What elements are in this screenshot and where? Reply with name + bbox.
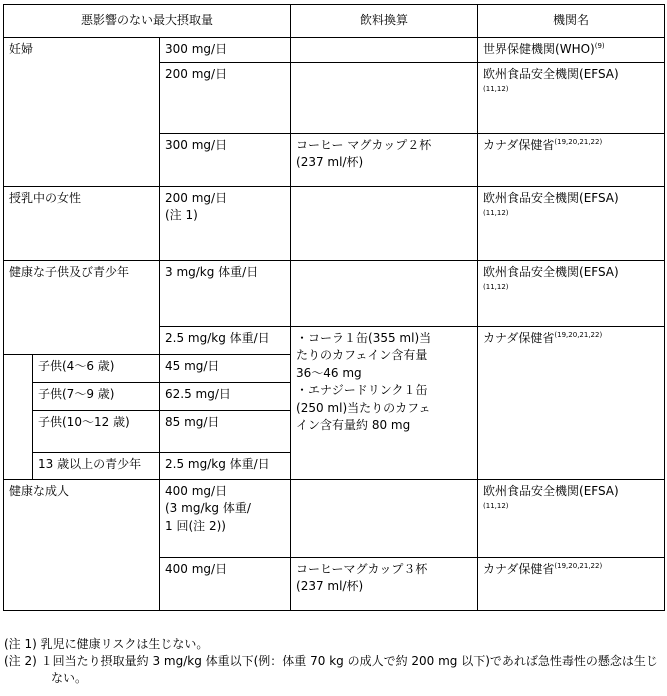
- amount-cell: 200 mg/日: [160, 63, 291, 134]
- agency-cell: [478, 38, 665, 63]
- agency-name: 欧州食品安全機関(EFSA): [483, 67, 619, 81]
- agency-cell: [478, 480, 665, 558]
- amount-text: 1 回(注 2)): [165, 518, 226, 533]
- agency-cell: [478, 327, 665, 480]
- drink-text: コーヒー マグカップ２杯: [296, 138, 432, 152]
- reference-superscript: (11,12): [483, 85, 509, 94]
- agency-name: カナダ保健省: [483, 138, 555, 152]
- subgroup-label: 子供(10～12 歳): [33, 411, 160, 453]
- drink-text: (250 ml)当たりのカフェ: [296, 400, 431, 415]
- caffeine-intake-table: [3, 4, 665, 611]
- header-agency: 機関名: [478, 5, 665, 38]
- drink-cell: [291, 558, 478, 611]
- amount-text: 400 mg/日: [165, 484, 228, 498]
- amount-text: 200 mg/日: [165, 191, 228, 205]
- agency-cell: [478, 134, 665, 187]
- amount-cell: 62.5 mg/日: [160, 383, 291, 411]
- drink-text: コーヒーマグカップ３杯: [296, 562, 428, 576]
- header-max-intake: 悪影響のない最大摂取量: [4, 5, 291, 38]
- reference-superscript: (11,12): [483, 502, 509, 511]
- amount-cell: 400 mg/日: [160, 558, 291, 611]
- drink-text: (237 ml/杯): [296, 155, 364, 170]
- header-drink-equivalent: 飲料換算: [291, 5, 478, 38]
- reference-superscript: (11,12): [483, 283, 509, 292]
- reference-superscript: (11,12): [483, 209, 509, 218]
- drink-cell: [291, 480, 478, 558]
- drink-text: (237 ml/杯): [296, 579, 364, 594]
- group-adults: 健康な成人: [4, 480, 160, 611]
- footnotes: [4, 636, 664, 687]
- amount-cell: 300 mg/日: [160, 134, 291, 187]
- subgroup-label: 13 歳以上の青少年: [33, 453, 160, 480]
- amount-cell: 2.5 mg/kg 体重/日: [160, 327, 291, 355]
- drink-cell: [291, 63, 478, 134]
- agency-name: 欧州食品安全機関(EFSA): [483, 191, 619, 205]
- amount-text: (3 mg/kg 体重/: [165, 501, 251, 516]
- drink-cell: [291, 38, 478, 63]
- amount-cell: [160, 480, 291, 558]
- agency-name: 欧州食品安全機関(EFSA): [483, 265, 619, 279]
- drink-text: ・コーラ１缶(355 ml)当: [296, 331, 432, 345]
- amount-cell: [160, 187, 291, 261]
- group-lactating: 授乳中の女性: [4, 187, 160, 261]
- table-row: [4, 187, 665, 261]
- amount-cell: 2.5 mg/kg 体重/日: [160, 453, 291, 480]
- agency-name: 世界保健機関(WHO): [483, 42, 595, 56]
- drink-text: 36～46 mg: [296, 365, 362, 380]
- table-row: [4, 38, 665, 63]
- drink-text: たりのカフェイン含有量: [296, 348, 428, 363]
- amount-cell: 300 mg/日: [160, 38, 291, 63]
- amount-cell: 85 mg/日: [160, 411, 291, 453]
- reference-superscript: (19,20,21,22): [554, 138, 603, 146]
- reference-superscript: (19,20,21,22): [554, 562, 603, 570]
- agency-cell: [478, 261, 665, 327]
- table-row: [4, 261, 665, 327]
- subgroup-label: 子供(7～9 歳): [33, 383, 160, 411]
- drink-cell: [291, 187, 478, 261]
- reference-superscript: (19,20,21,22): [554, 331, 603, 339]
- subgroup-label: 子供(4～6 歳): [33, 355, 160, 383]
- agency-cell: [478, 63, 665, 134]
- group-children: 健康な子供及び青少年: [4, 261, 160, 355]
- agency-name: カナダ保健省: [483, 331, 555, 345]
- table-row: [4, 480, 665, 558]
- agency-name: 欧州食品安全機関(EFSA): [483, 484, 619, 498]
- drink-text: ・エナジードリンク１缶: [296, 383, 428, 398]
- drink-text: イン含有量約 80 mg: [296, 417, 411, 432]
- agency-cell: [478, 187, 665, 261]
- group-pregnant: 妊婦: [4, 38, 160, 187]
- note-reference: (注 1): [165, 208, 198, 223]
- drink-cell: [291, 134, 478, 187]
- reference-superscript: (9): [594, 42, 605, 50]
- agency-name: カナダ保健省: [483, 562, 555, 576]
- drink-cell: [291, 327, 478, 480]
- agency-cell: [478, 558, 665, 611]
- amount-cell: 3 mg/kg 体重/日: [160, 261, 291, 327]
- indent-spacer: [4, 355, 33, 480]
- drink-cell: [291, 261, 478, 327]
- header-row: [4, 5, 665, 38]
- footnote: (注 1) 乳児に健康リスクは生じない。: [4, 637, 209, 651]
- footnote: (注 2) １回当たり摂取量約 3 mg/kg 体重以下(例：体重 70 kg の成人で約 200 mg 以下)であれば急性毒性の懸念は生じない。: [4, 654, 658, 685]
- amount-cell: 45 mg/日: [160, 355, 291, 383]
